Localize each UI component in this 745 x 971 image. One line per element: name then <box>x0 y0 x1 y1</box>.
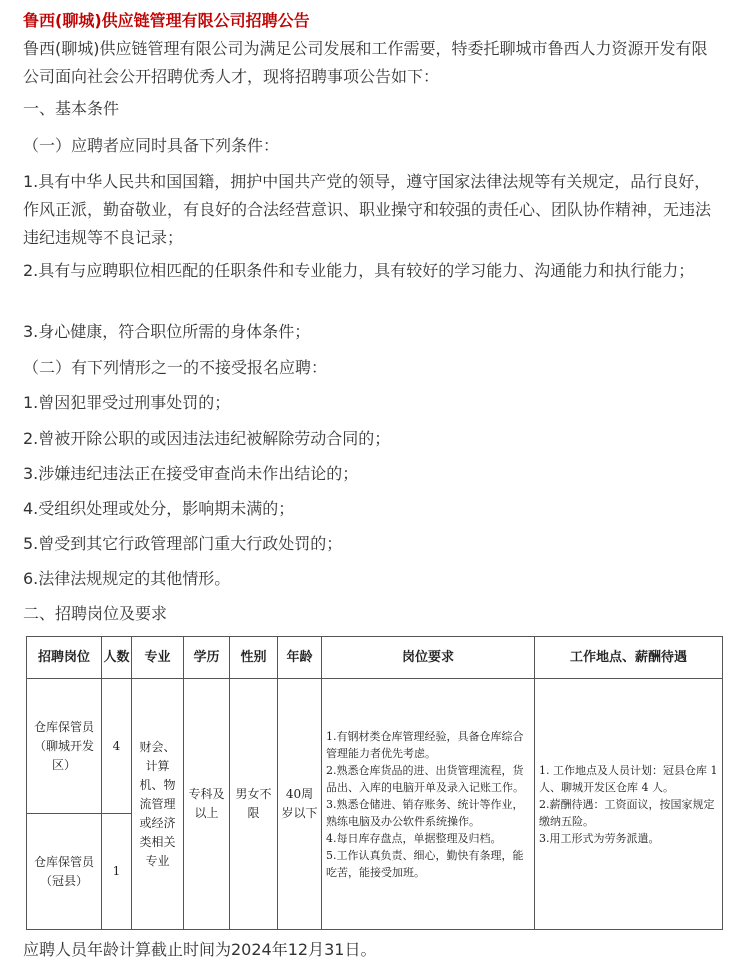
condition-item: 2.具有与应聘职位相匹配的任职条件和专业能力，具有较好的学习能力、沟通能力和执行能力； <box>23 261 695 280</box>
exclusion-item: 4.受组织处理或处分，影响期未满的； <box>23 499 295 518</box>
exclusion-item: 5.曾受到其它行政管理部门重大行政处罚的； <box>23 534 343 553</box>
header-major: 专业 <box>132 637 184 679</box>
header-age: 年龄 <box>278 637 322 679</box>
condition-item: 1.具有中华人民共和国国籍，拥护中国共产党的领导，遵守国家法律法规等有关规定，品行良好，作风正派，勤奋敬业，有良好的合法经营意识、职业操守和较强的责任心、团队协作精神，无违法违纪违规等不良记录； <box>23 172 712 247</box>
requirement-item: 3.熟悉仓储进、销存账务、统计等作业，熟练电脑及办公软件系统操作。 <box>326 797 524 828</box>
header-location: 工作地点、薪酬待遇 <box>535 637 723 679</box>
table-header-row <box>27 637 723 679</box>
requirements-cell <box>322 679 535 930</box>
gender-cell: 男女不限 <box>230 679 278 930</box>
exclusion-item: 3.涉嫌违纪违法正在接受审查尚未作出结论的； <box>23 464 359 483</box>
header-education: 学历 <box>184 637 230 679</box>
header-count: 人数 <box>102 637 132 679</box>
location-cell <box>535 679 723 930</box>
exclusion-item: 1.曾因犯罪受过刑事处罚的； <box>23 393 231 412</box>
recruitment-table <box>26 636 723 930</box>
requirement-item: 4.每日库存盘点，单据整理及归档。 <box>326 831 502 845</box>
section-heading-positions: 二、招聘岗位及要求 <box>23 604 168 623</box>
section-heading-basic: 一、基本条件 <box>23 99 120 118</box>
page-title: 鲁西(聊城)供应链管理有限公司招聘公告 <box>23 11 310 30</box>
header-gender: 性别 <box>230 637 278 679</box>
header-position: 招聘岗位 <box>27 637 102 679</box>
subheading-required: （一）应聘者应同时具备下列条件： <box>23 136 280 155</box>
major-cell: 财会、计算机、物流管理或经济类相关专业 <box>132 679 184 930</box>
exclusion-item: 6.法律法规规定的其他情形。 <box>23 569 231 588</box>
header-requirements: 岗位要求 <box>322 637 535 679</box>
position-cell: 仓库保管员（聊城开发区） <box>27 679 102 814</box>
intro-paragraph: 鲁西(聊城)供应链管理有限公司为满足公司发展和工作需要，特委托聊城市鲁西人力资源开发有限公司面向社会公开招聘优秀人才，现将招聘事项公告如下： <box>23 39 708 86</box>
count-cell: 1 <box>102 814 132 930</box>
count-cell: 4 <box>102 679 132 814</box>
location-item: 2.薪酬待遇：工资面议，按国家规定缴纳五险。 <box>539 797 715 828</box>
subheading-exclusions: （二）有下列情形之一的不接受报名应聘： <box>23 358 328 377</box>
age-cell: 40周岁以下 <box>278 679 322 930</box>
table-row <box>27 679 723 814</box>
footer-note: 应聘人员年龄计算截止时间为2024年12月31日。 <box>23 940 377 959</box>
exclusion-item: 2.曾被开除公职的或因违法违纪被解除劳动合同的； <box>23 429 391 448</box>
requirement-item: 1.有钢材类仓库管理经验，具备仓库综合管理能力者优先考虑。 <box>326 729 524 760</box>
condition-item: 3.身心健康，符合职位所需的身体条件； <box>23 322 311 341</box>
education-cell: 专科及以上 <box>184 679 230 930</box>
location-item: 1. 工作地点及人员计划：冠县仓库 1 人、聊城开发区仓库 4 人。 <box>539 763 718 794</box>
requirement-item: 5.工作认真负责、细心，勤快有条理，能吃苦，能接受加班。 <box>326 848 524 879</box>
requirement-item: 2.熟悉仓库货品的进、出货管理流程，货品出、入库的电脑开单及录入记账工作。 <box>326 763 524 794</box>
position-cell: 仓库保管员（冠县） <box>27 814 102 930</box>
location-item: 3.用工形式为劳务派遣。 <box>539 831 660 845</box>
